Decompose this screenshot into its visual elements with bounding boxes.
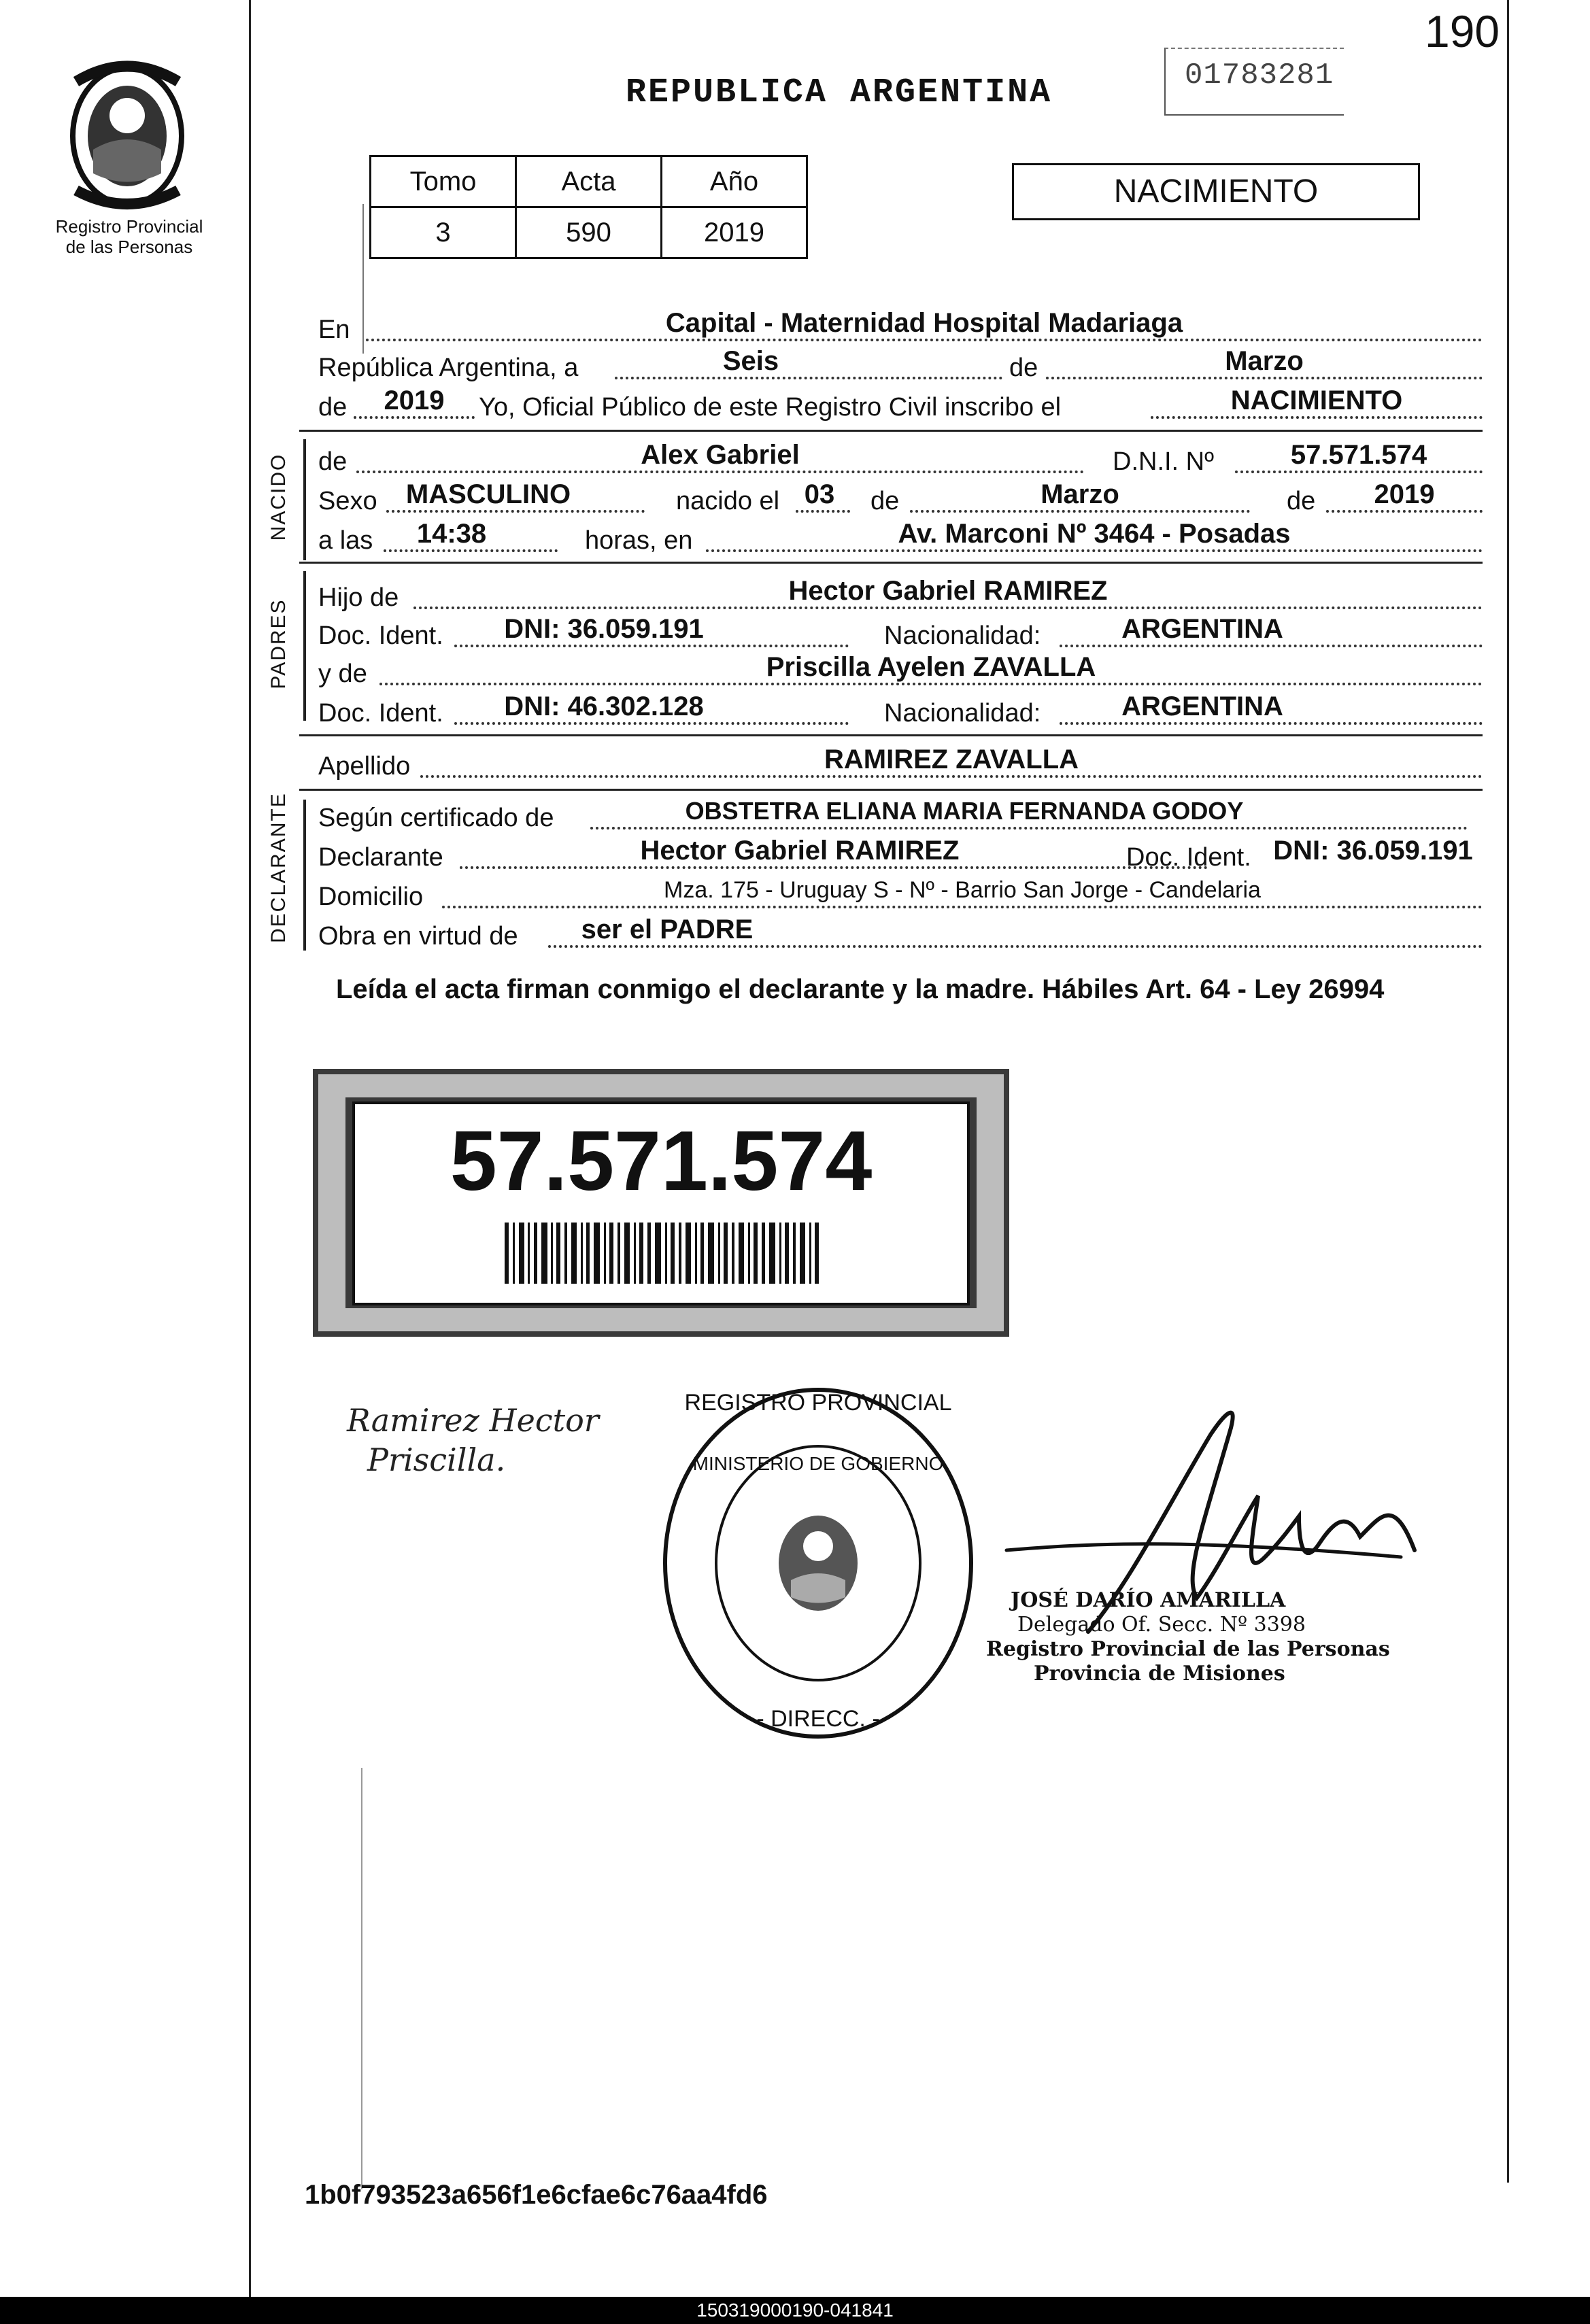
de-label: de [1009,354,1038,382]
svg-text:- DIRECC. -: - DIRECC. - [756,1706,880,1732]
obra-value: ser el PADRE [581,915,754,944]
footer-code: 150319000190-041841 [696,2300,894,2321]
row-mother [318,652,1483,689]
birth-place: Av. Marconi Nº 3464 - Posadas [898,519,1291,549]
mother-name: Priscilla Ayelen ZAVALLA [766,652,1096,682]
declarante-section-label: DECLARANTE [267,792,290,943]
apellido-label: Apellido [318,752,411,781]
svg-text:MINISTERIO DE GOBIERNO: MINISTERIO DE GOBIERNO [692,1453,944,1474]
country-title: REPUBLICA ARGENTINA [626,73,1053,112]
day-value: Seis [722,346,779,376]
row-place [318,308,1483,345]
acta-value: 590 [516,207,662,258]
y-de-label: y de [318,660,367,688]
separator-line-3 [299,734,1483,736]
official-name: JOSÉ DARÍO AMARILLA [1011,1588,1286,1612]
child-name: Alex Gabriel [641,440,800,470]
handwritten-note [347,1401,599,1480]
stamp-number: 57.571.574 [450,1114,873,1208]
tomo-acta-table [369,155,808,259]
year-value: 2019 [384,386,445,415]
declarante-label: Declarante [318,843,443,872]
mother-doc-label: Doc. Ident. [318,699,443,728]
yo-text: Yo, Oficial Público de este Registro Civil inscribo el [479,393,1062,422]
birth-day: 03 [804,479,835,509]
sexo-value: MASCULINO [405,479,571,509]
separator-line-4 [299,789,1483,791]
declarante-doc-label: Doc. Ident. [1126,843,1251,872]
acta-header: Acta [516,156,662,207]
row-name [318,440,1483,477]
logo-caption [34,216,224,257]
domicilio-label: Domicilio [318,883,424,911]
en-label: En [318,315,350,344]
anio-header: Año [662,156,807,207]
left-margin-line [249,0,251,2297]
hijo-de-label: Hijo de [318,583,399,612]
certificado-value: OBSTETRA ELIANA MARIA FERNANDA GODOY [685,797,1244,825]
father-nationality: ARGENTINA [1121,614,1283,644]
row-certificado [318,797,1483,834]
father-name: Hector Gabriel RAMIREZ [788,576,1108,606]
tomo-value: 3 [371,207,516,258]
father-doc: DNI: 36.059.191 [504,614,704,644]
nacido-de-label: de [318,447,348,476]
row-year [318,386,1483,423]
document-hash: 1b0f793523a656f1e6cfae6c76aa4fd6 [305,2180,768,2210]
inner-guide-line-lower [361,1768,362,2189]
birth-year: 2019 [1374,479,1435,509]
separator-line-2 [299,562,1483,564]
birth-time: 14:38 [416,519,487,549]
apellido-value: RAMIREZ ZAVALLA [824,745,1079,774]
nacido-section-label: NACIDO [267,453,290,541]
row-sexo [318,479,1483,517]
misiones-coat-of-arms-icon [63,54,192,211]
svg-text:REGISTRO PROVINCIAL: REGISTRO PROVINCIAL [684,1390,952,1416]
a-las-label: a las [318,526,373,555]
nacido-de-label-3: de [1287,487,1316,515]
dni-label: D.N.I. Nº [1113,447,1214,476]
child-dni: 57.571.574 [1290,440,1427,470]
tomo-header: Tomo [371,156,516,207]
row-mother-doc [318,691,1483,729]
dni-number-stamp [313,1069,1009,1337]
obra-label: Obra en virtud de [318,922,518,951]
row-declarante [318,836,1483,873]
declarante-name: Hector Gabriel RAMIREZ [640,836,960,866]
declarante-bracket [303,800,306,951]
row-father-doc [318,614,1483,651]
official-seal-icon [658,1383,978,1743]
horas-label: horas, en [585,526,693,555]
nacido-el-label: nacido el [676,487,780,515]
page-number: 190 [1425,6,1500,56]
logo-caption-line1: Registro Provincial [55,216,203,237]
padres-bracket [303,571,306,721]
place-value: Capital - Maternidad Hospital Madariaga [665,308,1183,338]
father-doc-label: Doc. Ident. [318,621,443,650]
birth-month: Marzo [1041,479,1119,509]
right-margin-line [1507,0,1509,2183]
month-value: Marzo [1225,346,1304,376]
row-domicilio [318,877,1483,912]
official-line4: Provincia de Misiones [1034,1662,1285,1686]
republica-label: República Argentina, a [318,354,579,382]
record-type-box: NACIMIENTO [1012,163,1420,220]
row-father [318,576,1483,613]
declarante-doc: DNI: 36.059.191 [1273,836,1473,866]
official-block [986,1588,1390,1686]
row-apellido [318,745,1483,782]
mother-doc: DNI: 46.302.128 [504,691,704,721]
nacido-bracket [303,439,306,560]
nacido-de-label-2: de [870,487,900,515]
row-date [318,346,1483,383]
padres-section-label: PADRES [267,598,290,689]
inscription-value: NACIMIENTO [1230,386,1403,415]
sexo-label: Sexo [318,487,377,515]
mother-nat-label: Nacionalidad: [884,699,1041,728]
legal-text: Leída el acta firman conmigo el declarante y la madre. Hábiles Art. 64 - Ley 26994 [336,974,1385,1004]
handwritten-line2: Priscilla. [367,1441,506,1478]
row-obra [318,915,1483,952]
serial-number: 01783281 [1185,58,1334,92]
handwritten-line1: Ramirez Hector [347,1402,599,1439]
domicilio-value: Mza. 175 - Uruguay S - Nº - Barrio San Jorge - Candelaria [664,877,1261,903]
logo-caption-line2: de las Personas [65,237,193,257]
segun-label: Según certificado de [318,804,554,832]
father-nat-label: Nacionalidad: [884,621,1041,650]
anio-value: 2019 [662,207,807,258]
row-hora [318,519,1483,556]
mother-nationality: ARGENTINA [1121,691,1283,721]
de-label-2: de [318,393,348,422]
official-line2: Delegado Of. Secc. Nº 3398 [1017,1613,1306,1637]
separator-line [299,430,1483,432]
official-line3: Registro Provincial de las Personas [986,1637,1390,1661]
